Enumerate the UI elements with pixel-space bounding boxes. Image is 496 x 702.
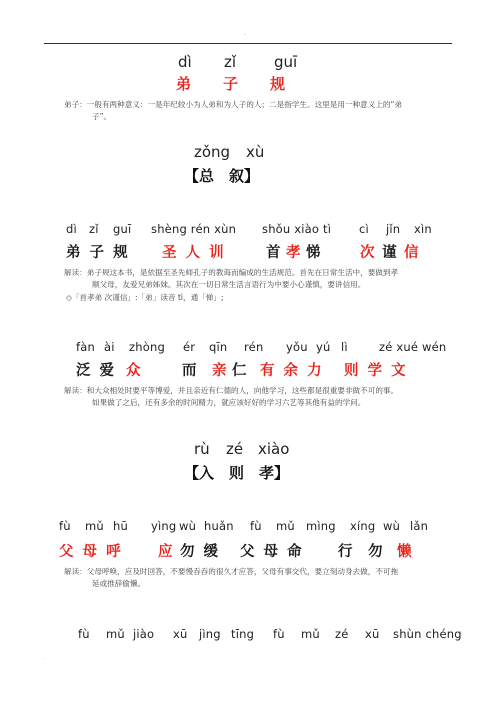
explanation-label: 解读： (64, 386, 87, 395)
pinyin-token: qīn (209, 340, 228, 354)
pinyin-token: fù (78, 627, 90, 641)
pinyin-token: ér (183, 340, 196, 354)
verse-hanzi (76, 359, 408, 380)
hanzi-token: 悌 (306, 245, 323, 261)
pinyin-token: jìng (199, 627, 221, 641)
hanzi-token: 仁 (232, 363, 249, 379)
pinyin-token: shùn chéng (393, 627, 462, 641)
pinyin-token: mìng (306, 519, 336, 533)
verse-remark: ◇「首孝弟 次谨信」:「弟」读音 tì，通「悌」; (66, 293, 224, 302)
pinyin-token: jiào (133, 627, 155, 641)
pinyin-token: jǐn (386, 222, 401, 236)
pinyin-token: fàn (76, 340, 95, 354)
pinyin-token: ài (104, 340, 115, 354)
pinyin-token: yú (316, 340, 331, 354)
hanzi-token: 泛 爱 (76, 363, 117, 379)
verse-pinyin (78, 627, 462, 641)
verse-hanzi (66, 241, 421, 262)
hanzi-token: 行 (338, 544, 355, 560)
verse-explanation (64, 566, 398, 577)
pinyin-token: huǎn (204, 519, 234, 533)
pinyin-token: fù (59, 519, 71, 533)
hanzi-token: 则 学 文 (344, 363, 408, 379)
header-dot: . (244, 30, 246, 37)
verse-pinyin (76, 340, 446, 354)
pinyin-token: shèng rén xùn (151, 222, 237, 236)
pinyin-token: guī (274, 53, 298, 71)
hanzi-token: 父 母 呼 (59, 544, 123, 560)
hanzi-token: 弟 子 规 (66, 245, 130, 261)
footer-mark: · (44, 656, 46, 662)
pinyin-token: fù (250, 519, 262, 533)
explanation-text: 父母呼唤，应及时回答，不要慢吞吞的很久才应答，父母有事交代，要立刻动身去做，不可拖 (86, 567, 399, 576)
title-note-cont: 子”。 (92, 112, 112, 121)
hanzi-token: 勿 (368, 544, 385, 560)
section-heading: 【入 则 孝】 (184, 464, 290, 482)
hanzi-token: 众 (126, 363, 143, 379)
title-pinyin (178, 53, 297, 71)
hanzi-token: 懒 (397, 544, 414, 560)
pinyin-token: shǒu xiào tì (262, 222, 332, 236)
pinyin-token: mǔ (106, 627, 125, 641)
pinyin-token: wù (383, 519, 401, 533)
pinyin-token: zǐ (89, 222, 99, 236)
pinyin-token: lǎn (410, 519, 429, 533)
pinyin-token: rù (194, 440, 210, 458)
pinyin-token: yǒu (286, 340, 308, 354)
hanzi-token: 勿 缓 (180, 544, 221, 560)
pinyin-token: xū (365, 627, 380, 641)
pinyin-token: xiào (258, 440, 290, 458)
title-note: 弟子：一般有两种意义：一是年纪较小为人弟和为人子的人；二是指学生。这里是用一种意义上的“弟 (64, 100, 403, 109)
pinyin-token: zǐ (224, 53, 237, 71)
explanation-label: 解读： (64, 268, 87, 277)
pinyin-token: rén (244, 340, 264, 354)
pinyin-token: zǒng (194, 143, 231, 161)
pinyin-token: guī (113, 222, 132, 236)
verse-pinyin (59, 519, 428, 533)
section-pinyin (194, 143, 264, 161)
pinyin-token: hū (113, 519, 128, 533)
pinyin-token: xù (246, 143, 265, 161)
explanation-text: 和大众相处时要平等博爱，并且亲近有仁德的人，向他学习，这些都是很重要非做不可的事。 (86, 386, 399, 395)
hanzi-token: 弟 (176, 75, 194, 93)
hanzi-token: 孝 (286, 245, 303, 261)
hanzi-token: 亲 (212, 363, 229, 379)
pinyin-token: dì (66, 222, 77, 236)
pinyin-token: tīng (231, 627, 255, 641)
pinyin-token: zé (226, 440, 244, 458)
pinyin-token: zé xué wén (379, 340, 447, 354)
pinyin-token: fù (273, 627, 285, 641)
verse-explanation (64, 267, 398, 278)
hanzi-token: 而 (182, 363, 199, 379)
pinyin-token: xíng (350, 519, 376, 533)
pinyin-token: zé (335, 627, 349, 641)
verse-explanation-cont: 延或推辞偷懒。 (92, 579, 146, 588)
pinyin-token: zhòng (129, 340, 165, 354)
verse-explanation-cont: 如果做了之后，还有多余的时间精力，就应该好好的学习六艺等其他有益的学问。 (92, 398, 366, 407)
hanzi-token: 父 母 命 (240, 544, 304, 560)
hanzi-token: 信 (404, 245, 421, 261)
pinyin-token: xū (173, 627, 188, 641)
pinyin-token: xìn (414, 222, 432, 236)
hanzi-token: 应 (158, 544, 175, 560)
verse-explanation-cont: 顺父母，友爱兄弟姊妹。其次在一切日常生活言语行为中要小心谨慎，要讲信用。 (92, 280, 366, 289)
pinyin-token: wù (179, 519, 197, 533)
verse-explanation (64, 385, 398, 396)
section-pinyin (194, 440, 289, 458)
verse-pinyin (66, 222, 432, 236)
pinyin-token: yìng (151, 519, 177, 533)
hanzi-token: 首 (266, 245, 283, 261)
hanzi-token: 谨 (382, 245, 399, 261)
hanzi-token: 有 余 力 (260, 363, 324, 379)
pinyin-token: mǔ (85, 519, 104, 533)
verse-hanzi (59, 540, 414, 561)
title-hanzi (176, 73, 287, 94)
hanzi-token: 规 (270, 75, 288, 93)
header-rule (44, 43, 452, 44)
pinyin-token: mǔ (276, 519, 295, 533)
explanation-label: 解读： (64, 567, 87, 576)
pinyin-token: mǔ (301, 627, 320, 641)
hanzi-token: 圣 人 训 (162, 245, 226, 261)
pinyin-token: dì (178, 53, 192, 71)
hanzi-token: 子 (223, 75, 241, 93)
section-heading: 【总 叙】 (184, 167, 260, 185)
pinyin-token: lì (341, 340, 348, 354)
pinyin-token: cì (359, 222, 369, 236)
explanation-text: 弟子规这本书，是依据至圣先师孔子的教诲而编成的生活规范。首先在日常生活中，要做到孝 (86, 268, 399, 277)
hanzi-token: 次 (360, 245, 377, 261)
